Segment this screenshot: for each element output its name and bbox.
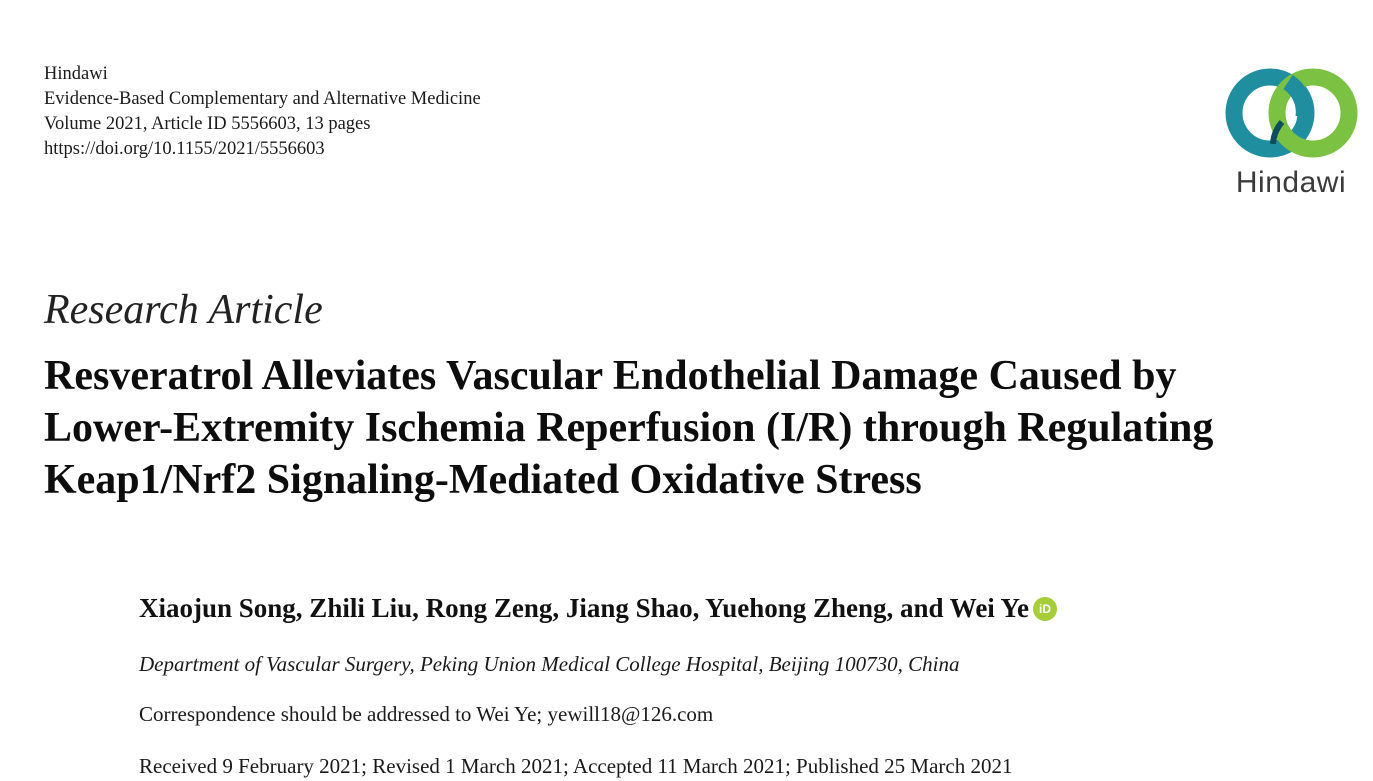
hindawi-rings-icon	[1218, 62, 1364, 166]
journal-info	[44, 62, 481, 162]
volume-info: Volume 2021, Article ID 5556603, 13 pages	[44, 114, 371, 134]
title-line: Keap1/Nrf2 Signaling-Mediated Oxidative Stress	[44, 457, 922, 503]
journal-name: Evidence-Based Complementary and Alternative Medicine	[44, 89, 481, 109]
title-line: Resveratrol Alleviates Vascular Endothelial Damage Caused by	[44, 353, 1177, 399]
orcid-icon[interactable]: iD	[1033, 597, 1057, 621]
authors-text: Xiaojun Song, Zhili Liu, Rong Zeng, Jiang Shao, Yuehong Zheng, and Wei Ye	[139, 593, 1030, 623]
publication-dates: Received 9 February 2021; Revised 1 March 2021; Accepted 11 March 2021; Published 25 March 2021	[139, 754, 1013, 778]
affiliation: Department of Vascular Surgery, Peking Union Medical College Hospital, Beijing 100730, China	[139, 652, 960, 676]
author-list	[139, 593, 1057, 624]
publisher-name: Hindawi	[44, 64, 108, 84]
correspondence: Correspondence should be addressed to Wei Ye; yewill18@126.com	[139, 702, 714, 726]
hindawi-logo[interactable]	[1218, 62, 1364, 202]
doi-link[interactable]: https://doi.org/10.1155/2021/5556603	[44, 139, 325, 159]
article-title	[44, 350, 1364, 506]
article-type: Research Article	[44, 287, 323, 333]
title-line: Lower-Extremity Ischemia Reperfusion (I/R) through Regulating	[44, 405, 1214, 451]
logo-text: Hindawi	[1235, 166, 1347, 199]
